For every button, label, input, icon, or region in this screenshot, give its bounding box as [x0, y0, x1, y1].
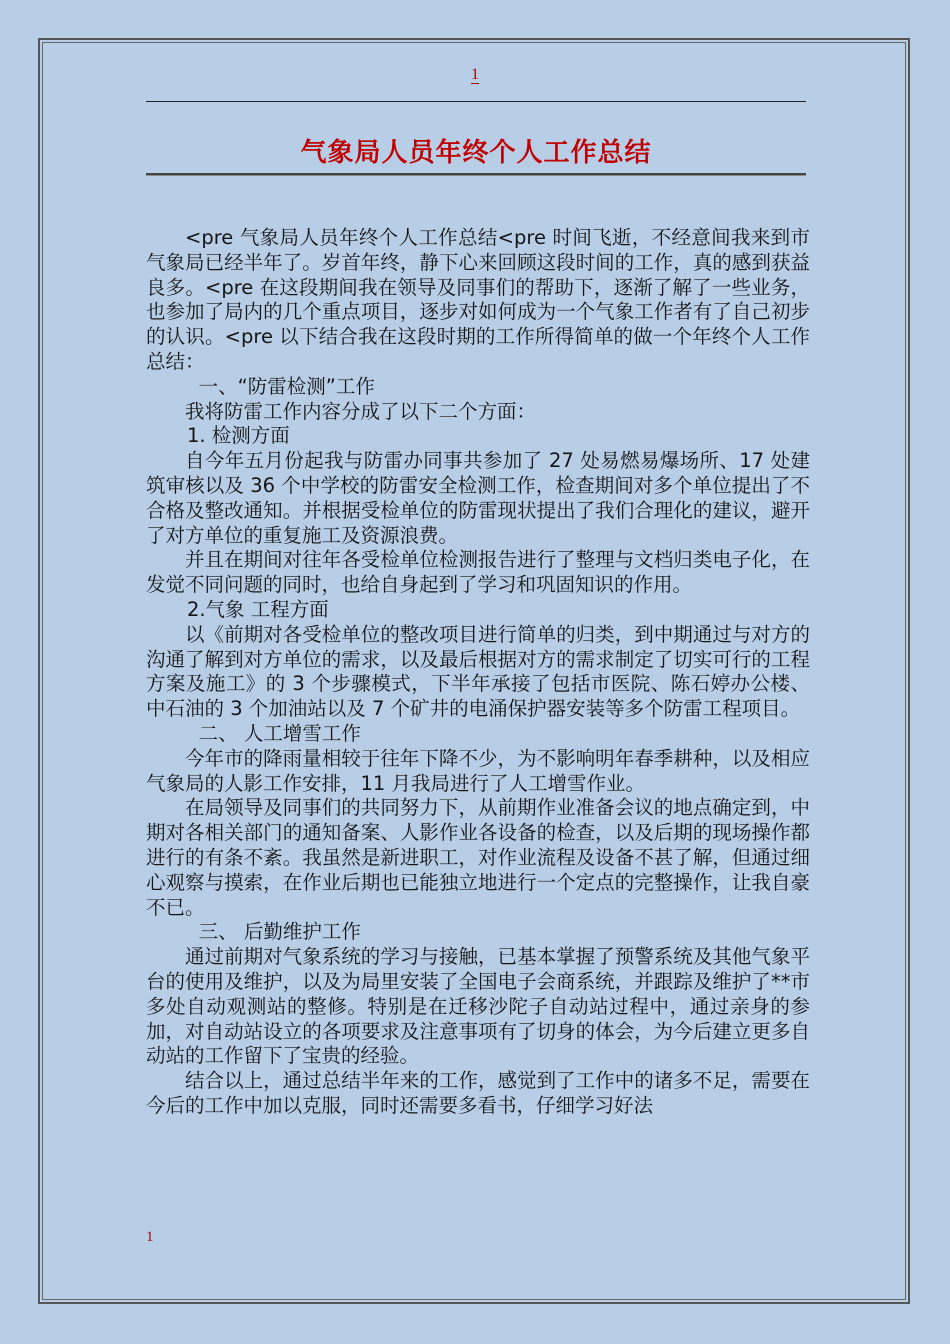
paragraph: 通过前期对气象系统的学习与接触，已基本掌握了预警系统及其他气象平台的使用及维护，以及为局里安装了全国电子会商系统，并跟踪及维护了**市多处自动观测站的整修。特别是在迁移沙陀子自动站过程中，通过亲身的参加，对自动站设立的各项要求及注意事项有了切身的体会，为今后建立更多自动站的工作留下了宝贵的经验。 — [146, 945, 810, 1068]
subsection-heading-1: 1. 检测方面 — [186, 424, 290, 448]
paragraph: 在局领导及同事们的共同努力下，从前期作业准备会议的地点确定到，中期对各相关部门的通知备案、人影作业各设备的检查，以及后期的现场操作都进行的有条不紊。我虽然是新进职工，对作业流程及设备不甚了解，但通过细心观察与摸索，在作业后期也已能独立地进行一个定点的完整操作，让我自豪不已。 — [146, 796, 810, 919]
paragraph: 并且在期间对往年各受检单位检测报告进行了整理与文档归类电子化，在发觉不同问题的同时，也给自身起到了学习和巩固知识的作用。 — [146, 548, 810, 597]
paragraph: 今年市的降雨量相较于往年下降不少，为不影响明年春季耕种，以及相应气象局的人影工作安排，11 月我局进行了人工增雪作业。 — [146, 746, 810, 795]
paragraph: 以《前期对各受检单位的整改项目进行简单的归类，到中期通过与对方的沟通了解到对方单位的需求，以及最后根据对方的需求制定了切实可行的工程方案及施工》的 3 个步骤模式，下半年承接了包括市医院、陈石婷办公楼、中石油的 3 个加油站以及 7 个矿井的电涌保护器安装等多个防雷工程项目。 — [146, 622, 810, 721]
document-body — [146, 226, 810, 1119]
paragraph: 自今年五月份起我与防雷办同事共参加了 27 处易燃易爆场所、17 处建筑审核以及 36 个中学校的防雷安全检测工作，检查期间对多个单位提出了不合格及整改通知。并根据受检单位的防雷现状提出了我们合理化的建议，避开了对方单位的重复施工及资源浪费。 — [146, 449, 810, 547]
paragraph: 我将防雷工作内容分成了以下二个方面： — [185, 399, 537, 423]
subsection-heading-2: 2.气象 工程方面 — [186, 597, 329, 621]
document-title: 气象局人员年终个人工作总结 — [300, 138, 652, 168]
section-heading-2: 二、 人工增雪工作 — [198, 721, 361, 745]
paragraph: 结合以上，通过总结半年来的工作，感觉到了工作中的诸多不足，需要在今后的工作中加以克服，同时还需要多看书，仔细学习好法 — [146, 1069, 810, 1117]
section-heading-1: 一、“防雷检测”工作 — [198, 374, 375, 398]
title-rule — [146, 173, 806, 175]
header-page-number: 1 — [471, 66, 479, 83]
intro-paragraph: <pre 气象局人员年终个人工作总结<pre 时间飞逝，不经意间我来到市气象局已经半年了。岁首年终，静下心来回顾这段时间的工作，真的感到获益良多。<pre 在这段期间我在领导及同事们的帮助下，逐渐了解了一些业务，也参加了局内的几个重点项目，逐步对如何成为一个气象工作者有了自己初步的认识。<pre 以下结合我在这段时期的工作所得简单的做一个年终个人工作总结： — [146, 226, 810, 373]
section-heading-3: 三、 后勤维护工作 — [198, 920, 361, 944]
header-rule — [146, 101, 806, 102]
footer-page-number: 1 — [146, 1229, 154, 1245]
